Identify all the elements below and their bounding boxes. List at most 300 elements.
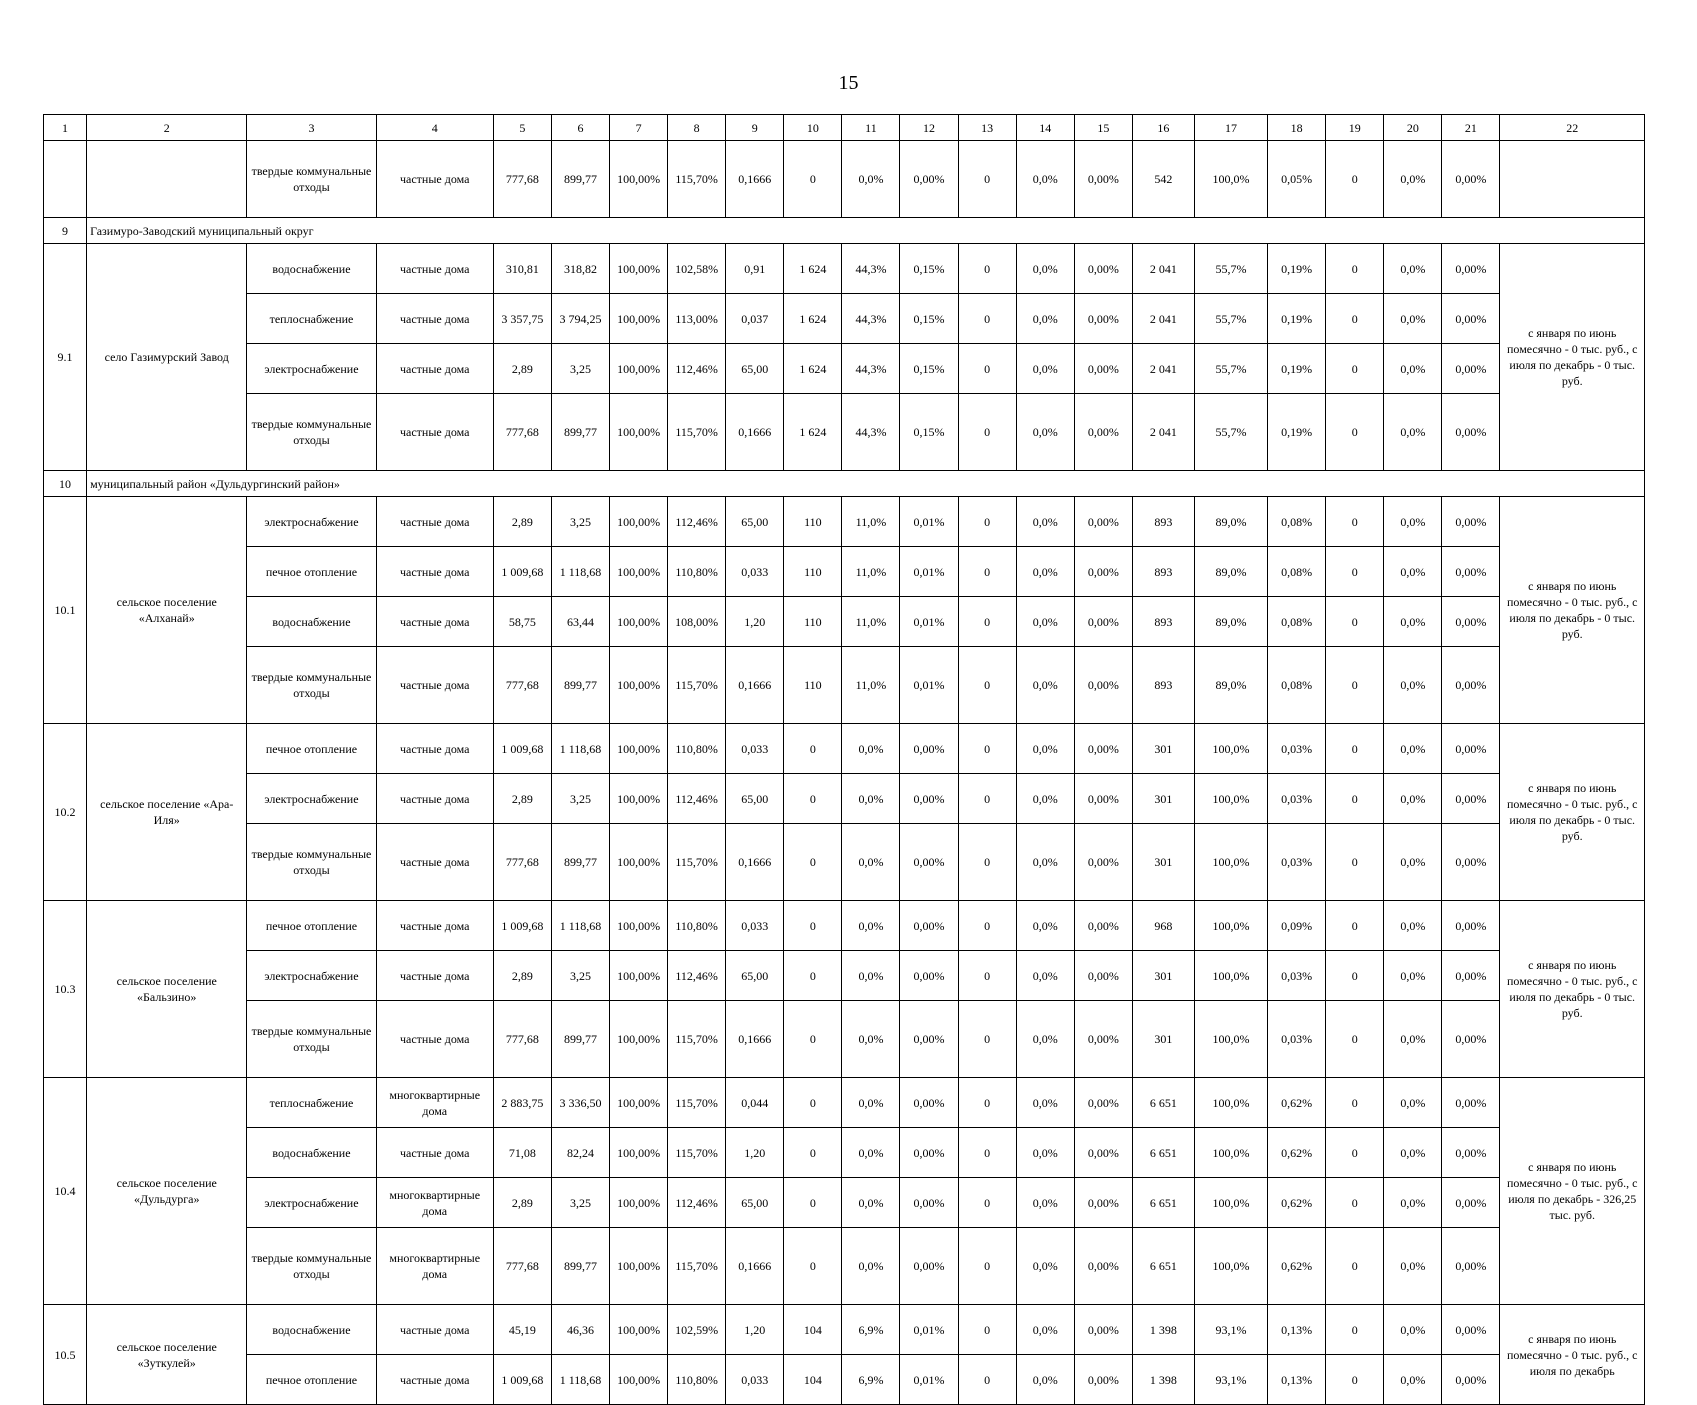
table-cell: 1 624 xyxy=(784,394,842,471)
table-cell: 0,01% xyxy=(900,647,958,724)
table-cell: 100,0% xyxy=(1194,824,1267,901)
table-cell: 0 xyxy=(958,951,1016,1001)
table-cell: 899,77 xyxy=(551,1228,609,1305)
table-cell: 0,0% xyxy=(1016,597,1074,647)
table-cell: 0,0% xyxy=(1384,724,1442,774)
table-cell: 0,00% xyxy=(1442,1078,1500,1128)
table-cell: 0 xyxy=(784,824,842,901)
table-cell: 0 xyxy=(1326,1305,1384,1355)
table-cell: 0,08% xyxy=(1268,597,1326,647)
table-cell: 82,24 xyxy=(551,1128,609,1178)
table-cell: 112,46% xyxy=(668,951,726,1001)
table-cell: 115,70% xyxy=(668,647,726,724)
table-cell: 0,03% xyxy=(1268,824,1326,901)
table-cell: 0 xyxy=(958,244,1016,294)
table-cell: 2 041 xyxy=(1132,244,1194,294)
table-cell: 100,00% xyxy=(610,244,668,294)
table-cell: 0,00% xyxy=(1442,1001,1500,1078)
table-cell: 0,19% xyxy=(1268,394,1326,471)
table-cell: печное отопление xyxy=(247,1355,376,1405)
table-cell: 0,00% xyxy=(900,1078,958,1128)
table-cell: 0,00% xyxy=(900,824,958,901)
table-row xyxy=(44,647,1645,724)
table-cell: 0 xyxy=(1326,1355,1384,1405)
table-cell: частные дома xyxy=(376,244,493,294)
table-row xyxy=(44,1001,1645,1078)
table-cell: 65,00 xyxy=(726,774,784,824)
table-cell: 0 xyxy=(1326,647,1384,724)
table-cell: 0 xyxy=(958,1355,1016,1405)
row-number: 10.2 xyxy=(44,724,87,901)
table-row xyxy=(44,244,1645,294)
table-cell: частные дома xyxy=(376,597,493,647)
table-cell: 65,00 xyxy=(726,344,784,394)
table-cell: 11,0% xyxy=(842,647,900,724)
table-cell: 0,0% xyxy=(842,951,900,1001)
table-cell: 6 651 xyxy=(1132,1128,1194,1178)
table-cell: 1 118,68 xyxy=(551,1355,609,1405)
table-cell: 0,00% xyxy=(900,901,958,951)
row-number: 10.3 xyxy=(44,901,87,1078)
table-cell: 0,03% xyxy=(1268,951,1326,1001)
table-cell: 0,033 xyxy=(726,901,784,951)
table-cell: 0,00% xyxy=(1074,1355,1132,1405)
table-cell: частные дома xyxy=(376,497,493,547)
table-cell: 0 xyxy=(1326,1001,1384,1078)
table-cell: 2 883,75 xyxy=(493,1078,551,1128)
table-cell: 0,0% xyxy=(1016,344,1074,394)
table-cell: 0 xyxy=(1326,344,1384,394)
table-cell: частные дома xyxy=(376,824,493,901)
table-cell: твердые коммунальные отходы xyxy=(247,1001,376,1078)
table-cell: 45,19 xyxy=(493,1305,551,1355)
table-cell: 55,7% xyxy=(1194,244,1267,294)
table-cell: 0,00% xyxy=(900,1001,958,1078)
column-header: 14 xyxy=(1016,115,1074,141)
table-cell: 0 xyxy=(958,141,1016,218)
table-cell: 110,80% xyxy=(668,724,726,774)
table-cell: 0,0% xyxy=(1016,824,1074,901)
table-cell: 0 xyxy=(958,394,1016,471)
table-cell: частные дома xyxy=(376,1355,493,1405)
table-cell: 115,70% xyxy=(668,1001,726,1078)
table-cell: 893 xyxy=(1132,547,1194,597)
table-cell: 58,75 xyxy=(493,597,551,647)
column-header: 10 xyxy=(784,115,842,141)
table-cell: 0,00% xyxy=(1442,597,1500,647)
table-cell: 0,1666 xyxy=(726,647,784,724)
table-cell: 65,00 xyxy=(726,497,784,547)
table-cell: 100,00% xyxy=(610,547,668,597)
page-number: 15 xyxy=(838,72,859,94)
table-cell: 0,033 xyxy=(726,1355,784,1405)
table-cell: 0,00% xyxy=(900,141,958,218)
table-cell: 2 041 xyxy=(1132,344,1194,394)
table-cell: 100,00% xyxy=(610,1228,668,1305)
table-cell: 102,59% xyxy=(668,1305,726,1355)
table-row xyxy=(44,824,1645,901)
table-cell: 115,70% xyxy=(668,141,726,218)
table-cell: 100,00% xyxy=(610,824,668,901)
table-cell: 0,00% xyxy=(1074,394,1132,471)
table-row xyxy=(44,294,1645,344)
table-cell: 0,0% xyxy=(842,1078,900,1128)
table-cell: 0,0% xyxy=(1016,244,1074,294)
table-cell: 2 041 xyxy=(1132,294,1194,344)
table-cell: 108,00% xyxy=(668,597,726,647)
table-cell: 0 xyxy=(958,1001,1016,1078)
table-cell: 65,00 xyxy=(726,951,784,1001)
table-cell: 0,19% xyxy=(1268,344,1326,394)
table-cell: водоснабжение xyxy=(247,597,376,647)
table-cell: 100,00% xyxy=(610,1355,668,1405)
column-header: 12 xyxy=(900,115,958,141)
table-cell: 0 xyxy=(1326,774,1384,824)
column-header: 22 xyxy=(1500,115,1645,141)
table-cell: 0,0% xyxy=(1384,951,1442,1001)
table-cell: 2,89 xyxy=(493,774,551,824)
table-row xyxy=(44,547,1645,597)
table-cell: 0,00% xyxy=(1442,1305,1500,1355)
table-cell: твердые коммунальные отходы xyxy=(247,1228,376,1305)
table-cell: 6 651 xyxy=(1132,1078,1194,1128)
table-cell: 0,13% xyxy=(1268,1305,1326,1355)
table-cell: 100,00% xyxy=(610,1001,668,1078)
column-header: 11 xyxy=(842,115,900,141)
table-cell: теплоснабжение xyxy=(247,294,376,344)
table-cell: 0,0% xyxy=(842,1128,900,1178)
table-cell: 0,0% xyxy=(1384,344,1442,394)
table-cell: 44,3% xyxy=(842,394,900,471)
table-cell: 110,80% xyxy=(668,547,726,597)
table-cell: 0,15% xyxy=(900,244,958,294)
table-cell: 0,0% xyxy=(842,824,900,901)
table-cell: 0 xyxy=(1326,1228,1384,1305)
table-cell: 0 xyxy=(1326,1178,1384,1228)
column-header: 5 xyxy=(493,115,551,141)
table-cell: 0 xyxy=(784,1128,842,1178)
table-cell: 113,00% xyxy=(668,294,726,344)
section-title: муниципальный район «Дульдургинский район» xyxy=(87,471,1645,497)
table-cell: 0,0% xyxy=(1016,294,1074,344)
table-cell: 44,3% xyxy=(842,294,900,344)
table-cell: 301 xyxy=(1132,824,1194,901)
table-cell: 0,00% xyxy=(900,1128,958,1178)
table-cell: 110,80% xyxy=(668,1355,726,1405)
table-cell: 0,1666 xyxy=(726,1228,784,1305)
table-cell: 0 xyxy=(784,141,842,218)
settlement-name xyxy=(87,141,247,218)
table-cell: 899,77 xyxy=(551,647,609,724)
column-header: 13 xyxy=(958,115,1016,141)
table-cell: 93,1% xyxy=(1194,1355,1267,1405)
table-cell: частные дома xyxy=(376,394,493,471)
table-cell: твердые коммунальные отходы xyxy=(247,141,376,218)
table-cell: 100,0% xyxy=(1194,951,1267,1001)
table-cell: 777,68 xyxy=(493,394,551,471)
table-cell: частные дома xyxy=(376,647,493,724)
table-cell: 0,1666 xyxy=(726,394,784,471)
table-cell: 0,01% xyxy=(900,1355,958,1405)
table-cell: 0 xyxy=(1326,1128,1384,1178)
table-cell: 0,00% xyxy=(1074,1178,1132,1228)
table-cell: частные дома xyxy=(376,294,493,344)
table-cell: 0,0% xyxy=(1384,497,1442,547)
table-cell: 0 xyxy=(958,901,1016,951)
table-cell: 0,01% xyxy=(900,497,958,547)
table-cell: 0 xyxy=(958,774,1016,824)
table-cell: 0 xyxy=(784,1001,842,1078)
table-cell: 0,09% xyxy=(1268,901,1326,951)
settlement-name: сельское поселение «Алханай» xyxy=(87,497,247,724)
table-row xyxy=(44,1078,1645,1128)
table-cell: 112,46% xyxy=(668,774,726,824)
table-cell: 0 xyxy=(784,901,842,951)
table-cell: 777,68 xyxy=(493,141,551,218)
table-cell: 0,00% xyxy=(1074,141,1132,218)
settlement-name: сельское поселение «Бальзино» xyxy=(87,901,247,1078)
table-cell: 0 xyxy=(958,1228,1016,1305)
table-cell: 0,00% xyxy=(1442,141,1500,218)
table-cell: 89,0% xyxy=(1194,497,1267,547)
table-cell: 0,0% xyxy=(842,724,900,774)
table-cell: 0 xyxy=(784,1078,842,1128)
table-cell: 0 xyxy=(958,1178,1016,1228)
column-header: 9 xyxy=(726,115,784,141)
table-cell: 0 xyxy=(1326,497,1384,547)
table-cell: 0 xyxy=(958,497,1016,547)
column-header: 4 xyxy=(376,115,493,141)
table-cell: 0,01% xyxy=(900,1305,958,1355)
table-cell: 0,03% xyxy=(1268,1001,1326,1078)
table-cell: 0,62% xyxy=(1268,1178,1326,1228)
table-cell: 0,00% xyxy=(1442,294,1500,344)
table-cell: 0,0% xyxy=(842,901,900,951)
row-number: 9.1 xyxy=(44,244,87,471)
table-cell: 0 xyxy=(1326,901,1384,951)
table-cell: 0,00% xyxy=(1074,724,1132,774)
table-cell: 0,15% xyxy=(900,344,958,394)
table-cell: 0,00% xyxy=(1442,824,1500,901)
table-cell: 0,01% xyxy=(900,547,958,597)
table-cell: 301 xyxy=(1132,951,1194,1001)
table-cell: 0 xyxy=(958,824,1016,901)
table-cell: 63,44 xyxy=(551,597,609,647)
note-cell xyxy=(1500,141,1645,218)
table-cell: 100,00% xyxy=(610,951,668,1001)
table-cell: частные дома xyxy=(376,344,493,394)
table-cell: 0,00% xyxy=(1442,774,1500,824)
table-cell: 0,00% xyxy=(1442,647,1500,724)
table-cell: 110 xyxy=(784,547,842,597)
table-cell: 2,89 xyxy=(493,1178,551,1228)
table-cell: 100,00% xyxy=(610,344,668,394)
table-cell: 100,0% xyxy=(1194,1078,1267,1128)
table-cell: 0,0% xyxy=(1016,724,1074,774)
table-cell: 3,25 xyxy=(551,774,609,824)
table-cell: частные дома xyxy=(376,951,493,1001)
table-cell: 0,00% xyxy=(900,774,958,824)
table-cell: 89,0% xyxy=(1194,547,1267,597)
table-cell: 0,13% xyxy=(1268,1355,1326,1405)
table-cell: 0,0% xyxy=(1384,547,1442,597)
table-cell: 65,00 xyxy=(726,1178,784,1228)
table-cell: 0,0% xyxy=(1384,141,1442,218)
table-cell: 0,00% xyxy=(900,724,958,774)
table-cell: 100,00% xyxy=(610,394,668,471)
table-cell: электроснабжение xyxy=(247,497,376,547)
table-row xyxy=(44,141,1645,218)
table-cell: 110 xyxy=(784,497,842,547)
table-cell: 0,15% xyxy=(900,394,958,471)
table-cell: 0,0% xyxy=(1384,1305,1442,1355)
table-row xyxy=(44,901,1645,951)
table-cell: 100,0% xyxy=(1194,141,1267,218)
table-row xyxy=(44,394,1645,471)
table-cell: твердые коммунальные отходы xyxy=(247,824,376,901)
table-cell: 0 xyxy=(958,724,1016,774)
table-cell: 0 xyxy=(1326,597,1384,647)
header-row xyxy=(44,115,1645,141)
table-cell: 542 xyxy=(1132,141,1194,218)
table-cell: 115,70% xyxy=(668,824,726,901)
table-cell: 777,68 xyxy=(493,1001,551,1078)
section-number: 10 xyxy=(44,471,87,497)
table-cell: 1 118,68 xyxy=(551,724,609,774)
table-cell: 100,0% xyxy=(1194,901,1267,951)
settlement-name: село Газимурский Завод xyxy=(87,244,247,471)
table-cell: 0 xyxy=(784,774,842,824)
table-cell: 100,0% xyxy=(1194,1228,1267,1305)
table-cell: электроснабжение xyxy=(247,1178,376,1228)
table-cell: 0,00% xyxy=(1442,547,1500,597)
table-cell: 0,62% xyxy=(1268,1128,1326,1178)
table-cell: 115,70% xyxy=(668,1078,726,1128)
table-cell: водоснабжение xyxy=(247,1128,376,1178)
table-cell: 0,1666 xyxy=(726,824,784,901)
table-cell: 89,0% xyxy=(1194,647,1267,724)
table-cell: 100,0% xyxy=(1194,1178,1267,1228)
table-cell: печное отопление xyxy=(247,724,376,774)
note-cell: с января по июнь помесячно - 0 тыс. руб., с июля по декабрь - 0 тыс. руб. xyxy=(1500,497,1645,724)
table-cell: 0 xyxy=(1326,294,1384,344)
table-row xyxy=(44,1355,1645,1405)
table-cell: 0 xyxy=(958,1305,1016,1355)
table-cell: 0,0% xyxy=(1016,774,1074,824)
table-cell: 0,0% xyxy=(1384,774,1442,824)
table-cell: 310,81 xyxy=(493,244,551,294)
table-cell: 1 624 xyxy=(784,294,842,344)
table-cell: 0 xyxy=(784,1178,842,1228)
table-cell: 100,0% xyxy=(1194,724,1267,774)
table-cell: 893 xyxy=(1132,597,1194,647)
table-cell: 0,037 xyxy=(726,294,784,344)
table-cell: 100,00% xyxy=(610,724,668,774)
table-cell: 777,68 xyxy=(493,824,551,901)
table-cell: 301 xyxy=(1132,1001,1194,1078)
settlement-name: сельское поселение «Зуткулей» xyxy=(87,1305,247,1405)
table-cell: 0,0% xyxy=(1016,1355,1074,1405)
table-cell: 0,00% xyxy=(1074,824,1132,901)
settlement-name: сельское поселение «Ара-Иля» xyxy=(87,724,247,901)
column-header: 16 xyxy=(1132,115,1194,141)
table-cell: 0 xyxy=(1326,394,1384,471)
table-cell: 0,0% xyxy=(1384,1078,1442,1128)
table-cell: 104 xyxy=(784,1355,842,1405)
column-header: 20 xyxy=(1384,115,1442,141)
table-cell: 0,1666 xyxy=(726,141,784,218)
table-cell: 0,00% xyxy=(1074,647,1132,724)
column-header: 6 xyxy=(551,115,609,141)
table-cell: 0,00% xyxy=(1442,244,1500,294)
table-cell: 0 xyxy=(1326,1078,1384,1128)
table-cell: 102,58% xyxy=(668,244,726,294)
table-cell: 0,0% xyxy=(1384,597,1442,647)
table-cell: 0 xyxy=(784,1228,842,1305)
table-cell: 0,00% xyxy=(1074,597,1132,647)
table-cell: 1 398 xyxy=(1132,1355,1194,1405)
table-cell: 0,00% xyxy=(1442,1178,1500,1228)
table-cell: 11,0% xyxy=(842,597,900,647)
table-cell: 93,1% xyxy=(1194,1305,1267,1355)
table-cell: 0,62% xyxy=(1268,1228,1326,1305)
table-cell: 0,91 xyxy=(726,244,784,294)
table-cell: 1 624 xyxy=(784,244,842,294)
table-cell: 0,19% xyxy=(1268,244,1326,294)
table-cell: 0,0% xyxy=(1384,824,1442,901)
table-cell: 0,0% xyxy=(1384,394,1442,471)
table-cell: 0,0% xyxy=(1384,1178,1442,1228)
table-cell: 0,08% xyxy=(1268,547,1326,597)
table-cell: 0,033 xyxy=(726,724,784,774)
table-row xyxy=(44,344,1645,394)
table-cell: 0,00% xyxy=(1442,901,1500,951)
table-cell: 1 118,68 xyxy=(551,547,609,597)
table-cell: 2,89 xyxy=(493,497,551,547)
table-cell: 100,0% xyxy=(1194,774,1267,824)
table-cell: 0,0% xyxy=(1384,244,1442,294)
column-header: 3 xyxy=(247,115,376,141)
column-header: 17 xyxy=(1194,115,1267,141)
table-cell: многоквартирные дома xyxy=(376,1178,493,1228)
table-cell: 0,0% xyxy=(1016,1228,1074,1305)
table-cell: 3 357,75 xyxy=(493,294,551,344)
table-row xyxy=(44,774,1645,824)
row-number: 10.5 xyxy=(44,1305,87,1405)
row-number: 10.4 xyxy=(44,1078,87,1305)
table-cell: 0,0% xyxy=(1016,497,1074,547)
table-cell: 100,00% xyxy=(610,1178,668,1228)
table-cell: 1 009,68 xyxy=(493,724,551,774)
table-cell: 0,00% xyxy=(1442,344,1500,394)
table-cell: электроснабжение xyxy=(247,774,376,824)
table-cell: 115,70% xyxy=(668,1228,726,1305)
table-cell: 2,89 xyxy=(493,951,551,1001)
table-cell: 968 xyxy=(1132,901,1194,951)
table-cell: 0 xyxy=(1326,244,1384,294)
table-cell: 0 xyxy=(958,597,1016,647)
table-row xyxy=(44,1178,1645,1228)
table-cell: 0,044 xyxy=(726,1078,784,1128)
table-cell: 0,08% xyxy=(1268,497,1326,547)
table-cell: 104 xyxy=(784,1305,842,1355)
column-header: 7 xyxy=(610,115,668,141)
table-cell: 0,00% xyxy=(1074,1078,1132,1128)
table-cell: 0,0% xyxy=(842,1228,900,1305)
table-cell: 3,25 xyxy=(551,344,609,394)
table-cell: частные дома xyxy=(376,901,493,951)
row-number: 10.1 xyxy=(44,497,87,724)
